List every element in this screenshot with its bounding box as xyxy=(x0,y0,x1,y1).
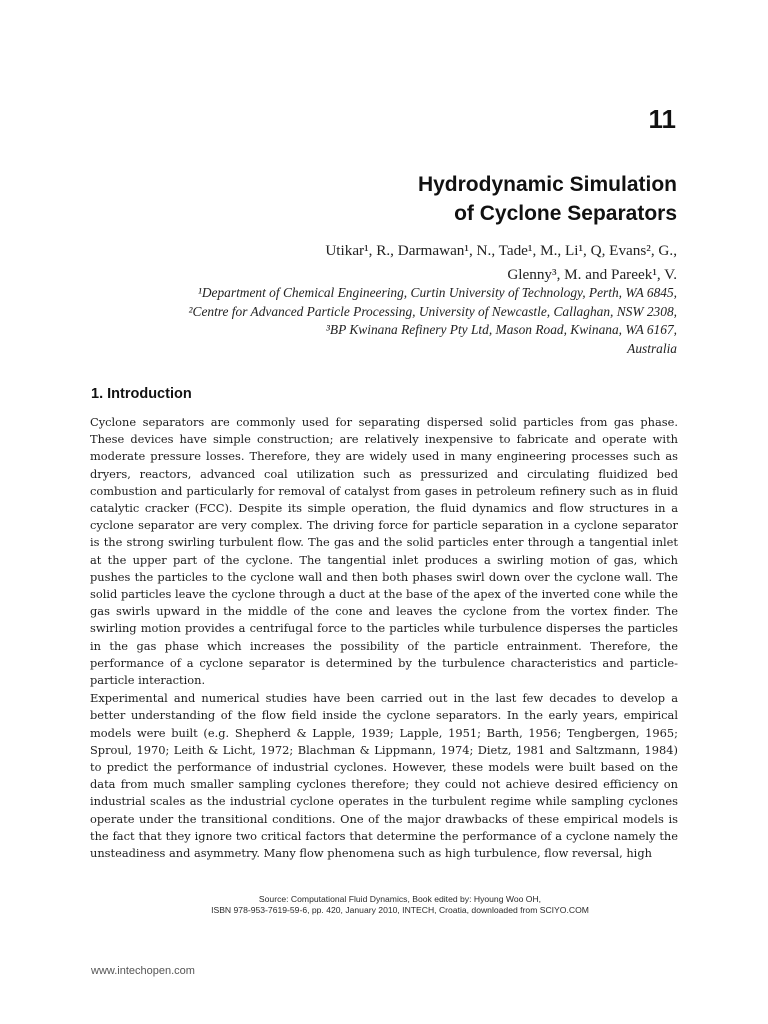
body-paragraph: Experimental and numerical studies have been carried out in the last few decades to develop a better understanding of the flow field inside the cyclone separators. In the early years, empirical models were built (e.g. Shepherd & Lapple, 1939; Lapple, 1951; Barth, 1956; Tengbergen, 1965; Sproul, 1970; Leith & Licht, 1972; Blachman & Lippmann, 1974; Dietz, 1981 and Saltzmann, 1984) to predict the performance of industrial cyclones. However, these models were built based on the data from much smaller sampling cyclones therefore; they could not achieve desired efficiency on industrial scales as the industrial cyclone operates in the turbulent regime while sampling cyclones operate under the transitional conditions. One of the major drawbacks of these empirical models is the fact that they ignore two critical factors that determine the performance of a cyclone namely the unsteadiness and asymmetry. Many flow phenomena such as high turbulence, flow reversal, high xyxy=(90,691,678,861)
footer-url[interactable]: www.intechopen.com xyxy=(91,965,195,977)
affiliation-line: ³BP Kwinana Refinery Pty Ltd, Mason Road, Kwinana, WA 6167, xyxy=(325,322,677,338)
affiliation-list xyxy=(37,284,677,358)
author-line: Glenny³, M. and Pareek¹, V. xyxy=(507,266,677,283)
author-line: Utikar¹, R., Darmawan¹, N., Tade¹, M., Li¹, Q, Evans², G., xyxy=(325,242,677,259)
section-body xyxy=(90,414,678,862)
source-note xyxy=(140,894,660,917)
chapter-title xyxy=(157,170,677,228)
body-paragraph: Cyclone separators are commonly used for separating dispersed solid particles from gas phase. These devices have simple construction; are relatively inexpensive to fabricate and operate with moderate pressure losses. Therefore, they are widely used in many engineering processes such as dryers, reactors, advanced coal utilization such as pressurized and circulating fluidized bed combustion and particularly for removal of catalyst from gases in petroleum refinery such as in fluid catalytic cracker (FCC). Despite its simple operation, the fluid dynamics and flow structures in a cyclone separator are very complex. The driving force for particle separation in a cyclone separator is the strong swirling turbulent flow. The gas and the solid particles enter through a tangential inlet at the upper part of the cyclone. The tangential inlet produces a swirling motion of gas, which pushes the particles to the cyclone wall and then both phases swirl down over the cyclone wall. The solid particles leave the cyclone through a duct at the base of the apex of the inverted cone while the gas swirls upward in the middle of the cone and leaves the cyclone from the vortex finder. The swirling motion provides a centrifugal force to the particles while turbulence disperses the particles in the gas phase which increases the possibility of the particle entrainment. Therefore, the performance of a cyclone separator is determined by the turbulence characteristics and particle-particle interaction. xyxy=(90,415,678,688)
source-note-line: Source: Computational Fluid Dynamics, Book edited by: Hyoung Woo OH, xyxy=(258,894,542,904)
author-list xyxy=(77,239,677,287)
chapter-number: 11 xyxy=(648,104,676,134)
chapter-title-line: Hydrodynamic Simulation xyxy=(417,173,677,196)
affiliation-country: Australia xyxy=(627,340,677,356)
section-heading: 1. Introduction xyxy=(91,386,192,402)
source-note-line: ISBN 978-953-7619-59-6, pp. 420, January 2010, INTECH, Croatia, downloaded from SCIYO.COM xyxy=(211,905,589,916)
affiliation-line: ¹Department of Chemical Engineering, Curtin University of Technology, Perth, WA 6845, xyxy=(197,285,677,300)
chapter-title-line: of Cyclone Separators xyxy=(454,202,677,225)
affiliation-line: ²Centre for Advanced Particle Processing, University of Newcastle, Callaghan, NSW 2308, xyxy=(188,303,677,319)
